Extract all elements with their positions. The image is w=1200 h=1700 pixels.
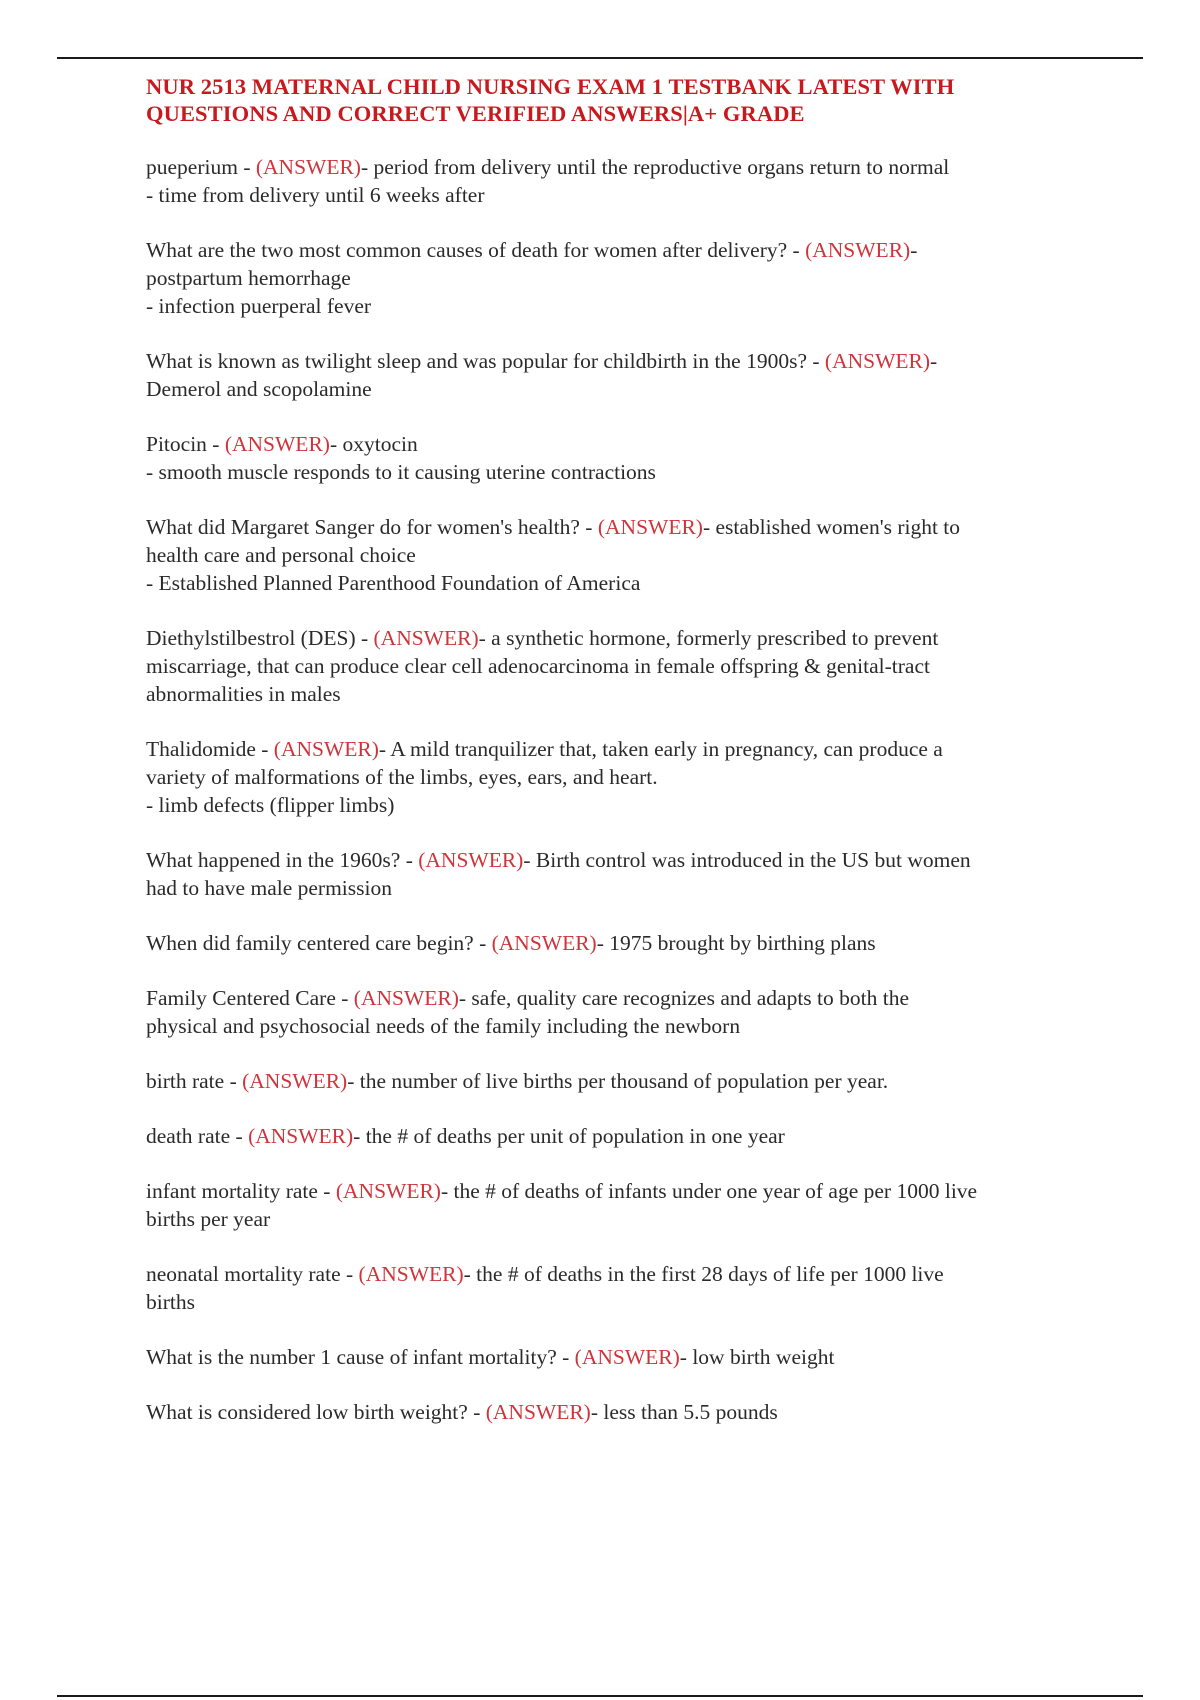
qa-item — [146, 984, 1096, 1040]
qa-first-line — [146, 984, 1096, 1012]
qa-term: birth rate - — [146, 1069, 243, 1093]
qa-term: Thalidomide - — [146, 737, 274, 761]
qa-first-line — [146, 624, 1096, 652]
qa-term: What are the two most common causes of death for women after delivery? - — [146, 238, 806, 262]
answer-tag: (ANSWER) — [597, 515, 703, 539]
qa-first-line — [146, 430, 1096, 458]
qa-continuation-line: - time from delivery until 6 weeks after — [146, 183, 485, 207]
qa-item — [146, 153, 1096, 209]
qa-first-line — [146, 236, 1096, 264]
qa-item — [146, 347, 1096, 403]
qa-answer: - the number of live births per thousand of population per year. — [347, 1069, 889, 1093]
answer-tag: (ANSWER) — [358, 1262, 464, 1286]
qa-term: What is the number 1 cause of infant mortality? - — [146, 1345, 575, 1369]
qa-continuation-line: abnormalities in males — [146, 682, 341, 706]
qa-answer: - established women's right to — [702, 515, 961, 539]
qa-answer: - low birth weight — [679, 1345, 835, 1369]
qa-term: neonatal mortality rate - — [146, 1262, 359, 1286]
qa-answer: - the # of deaths in the first 28 days of life per 1000 live — [463, 1262, 944, 1286]
qa-item — [146, 236, 1096, 320]
answer-tag: (ANSWER) — [335, 1179, 441, 1203]
qa-answer: - 1975 brought by birthing plans — [596, 931, 876, 955]
qa-answer: - — [930, 349, 938, 373]
qa-answer: - Birth control was introduced in the US but women — [523, 848, 971, 872]
qa-term: death rate - — [146, 1124, 249, 1148]
qa-first-line — [146, 735, 1096, 763]
qa-first-line — [146, 1122, 1096, 1150]
qa-term: What did Margaret Sanger do for women's health? - — [146, 515, 598, 539]
answer-tag: (ANSWER) — [574, 1345, 680, 1369]
answer-tag: (ANSWER) — [373, 626, 479, 650]
qa-first-line — [146, 1177, 1096, 1205]
answer-tag: (ANSWER) — [248, 1124, 354, 1148]
qa-answer: - period from delivery until the reproductive organs return to normal — [360, 155, 950, 179]
answer-tag: (ANSWER) — [485, 1400, 591, 1424]
answer-tag: (ANSWER) — [353, 986, 459, 1010]
qa-first-line — [146, 1343, 1096, 1371]
qa-item — [146, 1398, 1096, 1426]
qa-continuation-line: health care and personal choice — [146, 543, 416, 567]
answer-tag: (ANSWER) — [273, 737, 379, 761]
qa-answer: - less than 5.5 pounds — [590, 1400, 778, 1424]
answer-tag: (ANSWER) — [491, 931, 597, 955]
qa-item — [146, 846, 1096, 902]
qa-continuation-line: births per year — [146, 1207, 271, 1231]
qa-term: infant mortality rate - — [146, 1179, 336, 1203]
qa-item — [146, 1260, 1096, 1316]
answer-tag: (ANSWER) — [418, 848, 524, 872]
qa-answer: - the # of deaths of infants under one year of age per 1000 live — [440, 1179, 978, 1203]
qa-item — [146, 1343, 1096, 1371]
qa-item — [146, 1122, 1096, 1150]
qa-continuation-line: - smooth muscle responds to it causing uterine contractions — [146, 460, 656, 484]
qa-continuation-line: variety of malformations of the limbs, eyes, ears, and heart. — [146, 765, 658, 789]
qa-continuation-line: physical and psychosocial needs of the family including the newborn — [146, 1014, 741, 1038]
bottom-rule — [57, 1695, 1143, 1697]
qa-continuation-line: postpartum hemorrhage — [146, 266, 351, 290]
qa-first-line — [146, 1067, 1096, 1095]
qa-answer: - a synthetic hormone, formerly prescribed to prevent — [478, 626, 939, 650]
qa-term: What happened in the 1960s? - — [146, 848, 419, 872]
qa-answer: - — [910, 238, 918, 262]
title-line-2: QUESTIONS AND CORRECT VERIFIED ANSWERS|A+ GRADE — [146, 101, 805, 126]
qa-term: Pitocin - — [146, 432, 225, 456]
answer-tag: (ANSWER) — [224, 432, 330, 456]
qa-first-line — [146, 1398, 1096, 1426]
qa-term: What is known as twilight sleep and was popular for childbirth in the 1900s? - — [146, 349, 825, 373]
qa-continuation-line: had to have male permission — [146, 876, 392, 900]
qa-item — [146, 1067, 1096, 1095]
qa-answer: - oxytocin — [329, 432, 418, 456]
answer-tag: (ANSWER) — [805, 238, 911, 262]
qa-item — [146, 1177, 1096, 1233]
qa-item — [146, 430, 1096, 486]
document-body — [146, 73, 1096, 1453]
qa-first-line — [146, 153, 1096, 181]
top-rule — [57, 57, 1143, 59]
qa-continuation-line: - limb defects (flipper limbs) — [146, 793, 395, 817]
answer-tag: (ANSWER) — [255, 155, 361, 179]
qa-term: Family Centered Care - — [146, 986, 354, 1010]
qa-first-line — [146, 846, 1096, 874]
qa-list — [146, 153, 1096, 1426]
qa-first-line — [146, 929, 1096, 957]
answer-tag: (ANSWER) — [824, 349, 931, 373]
qa-first-line — [146, 1260, 1096, 1288]
qa-continuation-line: - infection puerperal fever — [146, 294, 372, 318]
qa-term: When did family centered care begin? - — [146, 931, 492, 955]
qa-answer: - safe, quality care recognizes and adapts to both the — [458, 986, 910, 1010]
qa-answer: - A mild tranquilizer that, taken early in pregnancy, can produce a — [378, 737, 943, 761]
title-line-1: NUR 2513 MATERNAL CHILD NURSING EXAM 1 TESTBANK LATEST WITH — [146, 74, 955, 99]
answer-tag: (ANSWER) — [242, 1069, 348, 1093]
qa-continuation-line: - Established Planned Parenthood Foundation of America — [146, 571, 641, 595]
qa-continuation-line: births — [146, 1290, 195, 1314]
qa-term: What is considered low birth weight? - — [146, 1400, 486, 1424]
qa-item — [146, 735, 1096, 819]
qa-term: pueperium - — [146, 155, 256, 179]
qa-item — [146, 513, 1096, 597]
qa-continuation-line: Demerol and scopolamine — [146, 377, 372, 401]
qa-continuation-line: miscarriage, that can produce clear cell adenocarcinoma in female offspring & genital-tract — [146, 654, 930, 678]
qa-item — [146, 624, 1096, 708]
qa-answer: - the # of deaths per unit of population in one year — [353, 1124, 785, 1148]
qa-term: Diethylstilbestrol (DES) - — [146, 626, 374, 650]
qa-first-line — [146, 513, 1096, 541]
document-title — [146, 73, 1096, 127]
qa-item — [146, 929, 1096, 957]
qa-first-line — [146, 347, 1096, 375]
